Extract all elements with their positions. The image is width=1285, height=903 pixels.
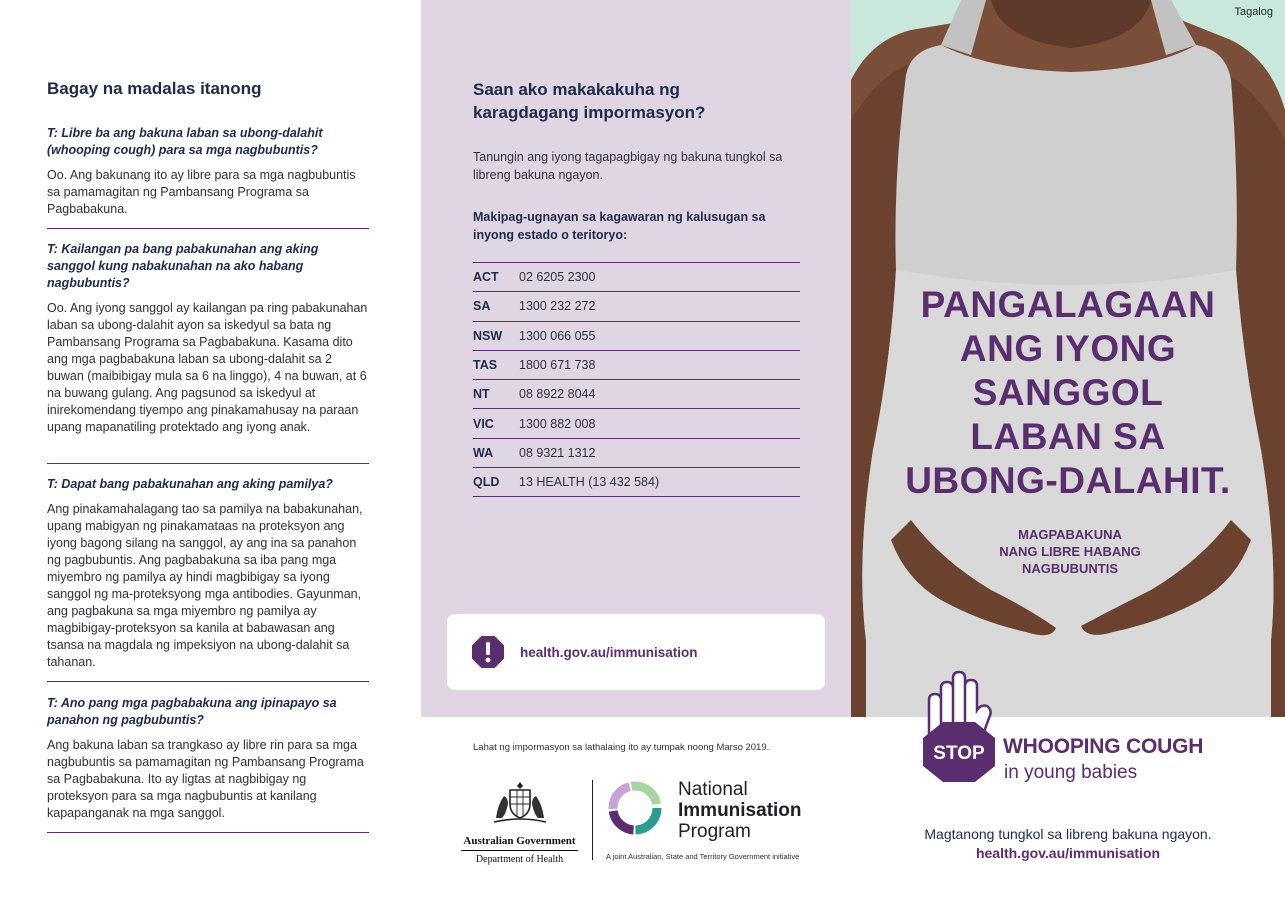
phone-number: 02 6205 2300 xyxy=(519,270,596,285)
subhead-line: MAGPABAKUNA xyxy=(1018,527,1122,542)
phone-number: 13 HEALTH (13 432 584) xyxy=(519,475,660,490)
nip-line: Program xyxy=(678,821,751,842)
subhead-line: NANG LIBRE HABANG xyxy=(999,544,1141,559)
phone-state: QLD xyxy=(473,475,500,490)
phone-state: ACT xyxy=(473,270,499,285)
faq-answer: Ang pinakamahalagang tao sa pamilya na babakunahan, upang mabigyan ng pinakamataas na proteksyon ang iyong bagong silang na sanggol, ay ang ina sa panahon ng pagbubuntis. Ang pagbabakuna sa iba pang mga miyembro ng pamilya ay hindi magbibigay sa iyong sanggol ng ma-proteksyong mga antibodies. Gayunman, ang pagbakuna sa mga miyembro ng pamilya ay magbibigay-proteksyon sa kanila at babawasan ang tsansa na magdala ng impeksiyon na ubong-dalahit sa tahanan. xyxy=(47,502,363,669)
phone-row xyxy=(473,468,800,497)
phone-row xyxy=(473,380,800,409)
info-contact-label: Makipag-ugnayan sa kagawaran ng kalusugan sa inyong estado o teritoryo: xyxy=(473,210,766,242)
logo-rule xyxy=(461,850,578,851)
department-name: Department of Health xyxy=(475,854,564,865)
headline-line: SANGGOL xyxy=(972,372,1164,413)
faq-panel xyxy=(0,0,421,903)
logo-divider xyxy=(592,780,593,860)
nip-line: National xyxy=(678,779,748,800)
info-title: Saan ako makakakuha ng karagdagang impormasyon? xyxy=(473,80,706,122)
faq-question: T: Libre ba ang bakuna laban sa ubong-dalahit (whooping cough) para sa mga nagbubuntis? xyxy=(47,126,323,157)
phone-row xyxy=(473,439,800,468)
info-intro: Tanungin ang iyong tagapagbigay ng bakuna tungkol sa libreng bakuna ngayon. xyxy=(473,150,783,182)
phone-number: 08 8922 8044 xyxy=(519,387,596,402)
faq-item xyxy=(47,125,369,218)
campaign-subtitle: in young babies xyxy=(1004,762,1138,783)
headline-line: ANG IYONG xyxy=(959,328,1177,369)
government-name: Australian Government xyxy=(463,835,576,847)
cover-subhead xyxy=(851,526,1285,577)
faq-item xyxy=(47,695,369,822)
nip-subtitle: A joint Australian, State and Territory Government initiative xyxy=(606,852,800,861)
headline-line: LABAN SA xyxy=(970,416,1166,457)
headline-line: UBONG-DALAHIT. xyxy=(905,460,1231,501)
cover-headline xyxy=(851,283,1285,503)
phone-state: WA xyxy=(473,445,494,460)
phone-number: 08 9321 1312 xyxy=(519,445,596,460)
phone-state: TAS xyxy=(473,358,498,373)
australian-government-logo xyxy=(457,778,582,865)
stop-word: STOP xyxy=(933,743,985,764)
faq-item xyxy=(47,476,369,671)
campaign-title: WHOOPING COUGH xyxy=(1003,735,1204,758)
faq-answer: Ang bakuna laban sa trangkaso ay libre rin para sa mga nagbubuntis sa pamamagitan ng Pambansang Programa sa Pagbabakuna. Ito ay ligtas at nagbibigay ng proteksyon para sa mga nagbubuntis at kanilang kapapanganak na mga sanggol. xyxy=(47,738,364,820)
cover-panel xyxy=(851,0,1285,903)
phone-state: NT xyxy=(473,387,490,402)
coat-of-arms-icon xyxy=(488,778,552,828)
faq-divider xyxy=(47,228,369,229)
phone-row xyxy=(473,351,800,380)
faq-question: T: Kailangan pa bang pabakunahan ang aking sanggol kung nabakunahan na ako habang nagbubuntis? xyxy=(47,242,319,290)
headline-line: PANGALAGAAN xyxy=(920,284,1216,325)
faq-divider xyxy=(47,832,369,833)
phone-table xyxy=(473,262,800,497)
faq-question: T: Dapat bang pabakunahan ang aking pamilya? xyxy=(47,477,333,491)
phone-number: 1800 671 738 xyxy=(519,358,596,373)
faq-title: Bagay na madalas itanong xyxy=(47,79,262,98)
accuracy-note: Lahat ng impormasyon sa lathalaing ito ay tumpak noong Marso 2019. xyxy=(473,742,770,753)
alert-icon xyxy=(472,636,504,668)
phone-state: SA xyxy=(473,299,491,314)
faq-item xyxy=(47,241,369,436)
faq-divider xyxy=(47,463,369,464)
faq-divider xyxy=(47,681,369,682)
cover-cta-text: Magtanong tungkol sa libreng bakuna ngayon. xyxy=(924,826,1212,842)
phone-row xyxy=(473,292,800,321)
nip-line: Immunisation xyxy=(678,800,802,821)
faq-answer: Oo. Ang iyong sanggol ay kailangan pa ring pabakunahan laban sa ubong-dalahit ayon sa iskedyul sa bata ng Pambansang Programa sa Pagbabakuna. Kasama dito ang mga pagbabakuna laban sa ubong-dalahit sa 2 buwan (maibibigay mula sa 6 na linggo), 4 na buwan, at 6 na buwang gulang. Ang pagsunod sa iskedyul at inirekomendang tiyempo ang pinakamahusay na paraan upang mapanatiling protektado ang iyong anak. xyxy=(47,301,368,434)
cover-cta-link[interactable]: health.gov.au/immunisation xyxy=(975,845,1161,861)
phone-row xyxy=(473,409,800,438)
phone-state: VIC xyxy=(473,416,494,431)
phone-row xyxy=(473,322,800,351)
faq-question: T: Ano pang mga pagbabakuna ang ipinapayo sa panahon ng pagbubuntis? xyxy=(47,696,337,727)
language-label: Tagalog xyxy=(1234,6,1273,18)
nip-ring-icon xyxy=(606,779,664,837)
phone-state: NSW xyxy=(473,328,503,343)
phone-number: 1300 232 272 xyxy=(519,299,596,314)
phone-number: 1300 066 055 xyxy=(519,328,596,343)
stop-hand-icon xyxy=(921,670,997,788)
faq-answer: Oo. Ang bakunang ito ay libre para sa mga nagbubuntis sa pamamagitan ng Pambansang Programa sa Pagbabakuna. xyxy=(47,168,356,216)
phone-row xyxy=(473,263,800,292)
phone-number: 1300 882 008 xyxy=(519,416,596,431)
nip-logo-text xyxy=(678,779,802,842)
subhead-line: NAGBUBUNTIS xyxy=(1021,561,1119,576)
website-link[interactable]: health.gov.au/immunisation xyxy=(520,645,698,660)
